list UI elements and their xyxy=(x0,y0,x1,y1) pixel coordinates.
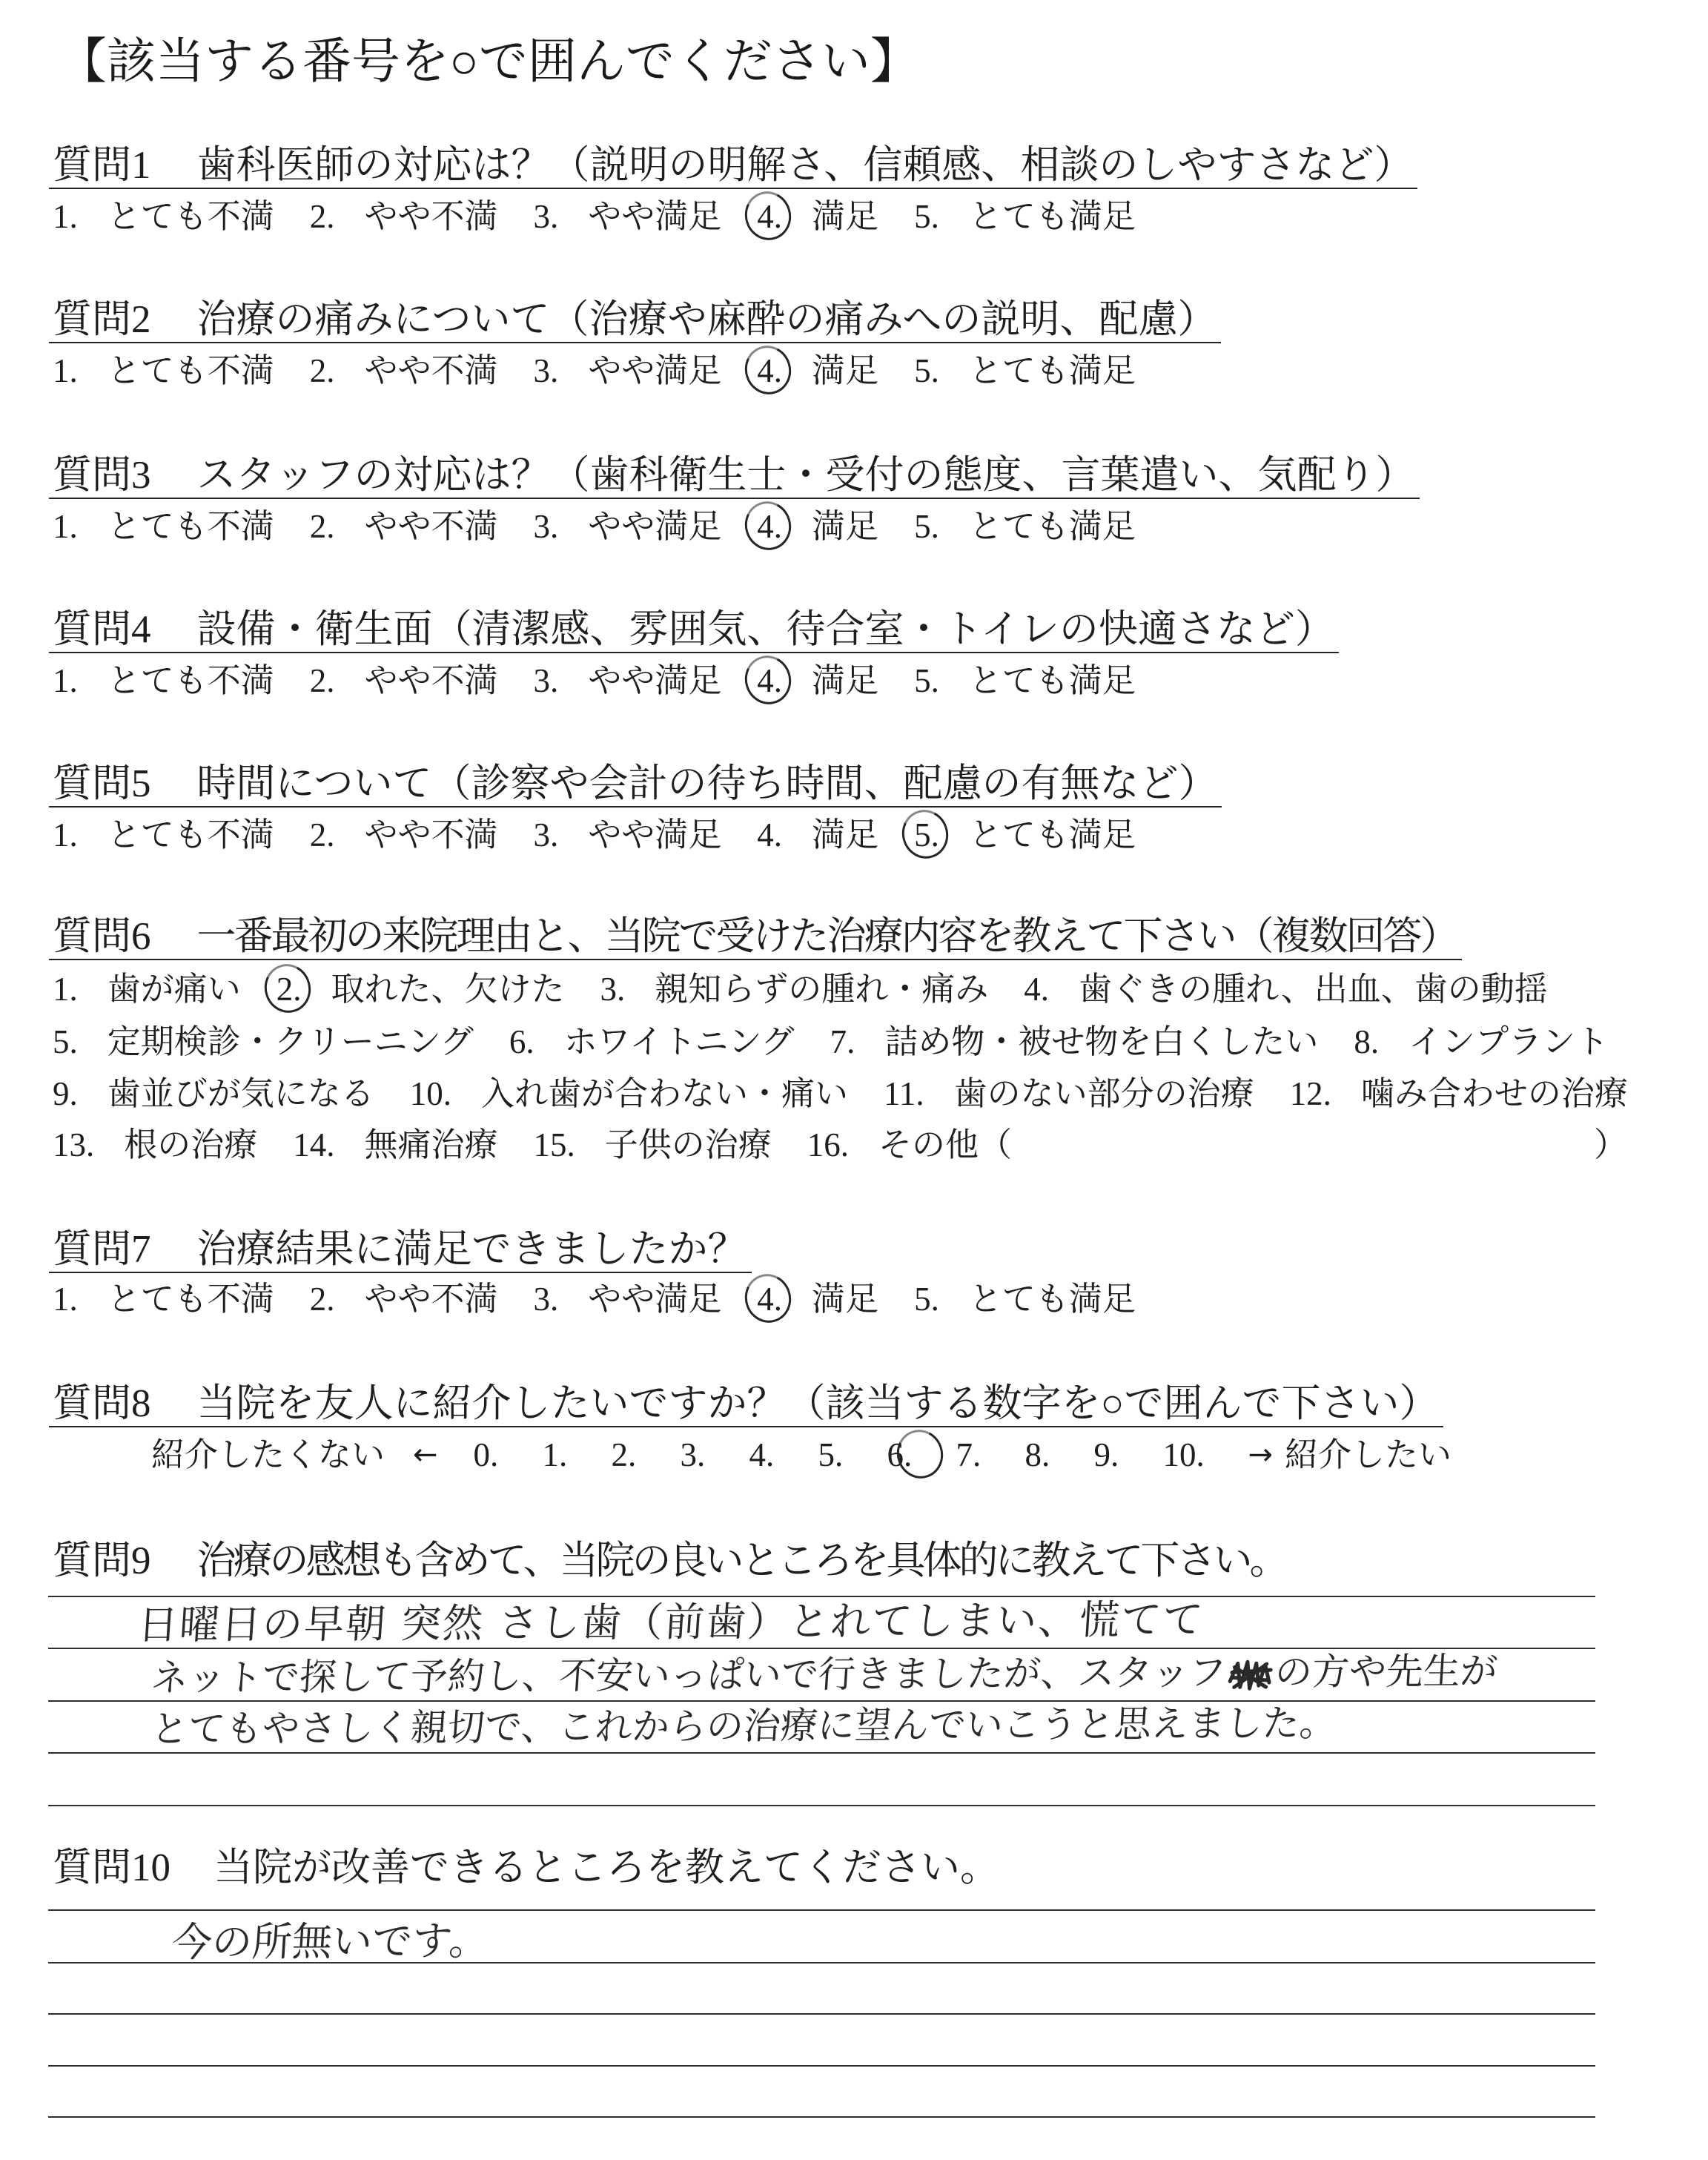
option-item xyxy=(914,508,1136,545)
option-item xyxy=(914,198,1136,235)
option-item xyxy=(310,352,498,389)
answer-rule-line xyxy=(48,1805,1595,1806)
hand-drawn-circle-mark xyxy=(738,650,797,710)
option-label: とても不満 xyxy=(107,352,274,389)
option-item xyxy=(509,1023,795,1060)
option-label: 満足 xyxy=(812,198,879,235)
option-label: 歯のない部分の治療 xyxy=(953,1075,1254,1112)
hand-drawn-circle-mark xyxy=(738,185,797,246)
question-text: 時間について（診察や会計の待ち時間、配慮の有無など） xyxy=(196,762,1218,805)
q6-options-row-1 xyxy=(53,971,1583,1008)
answer-rule-line xyxy=(48,1596,1595,1597)
option-label: やや満足 xyxy=(588,508,722,545)
option-label: 根の治療 xyxy=(124,1126,258,1163)
option-item xyxy=(1354,1023,1609,1060)
q8-heading xyxy=(49,1381,1443,1427)
right-arrow-icon: → xyxy=(1248,1438,1274,1472)
option-item xyxy=(53,352,274,389)
option-number: 1. xyxy=(53,352,78,389)
option-number: 3. xyxy=(533,352,559,389)
option-number: 5. xyxy=(914,1281,939,1318)
option-number: 16. xyxy=(807,1126,850,1163)
option-number: 2. xyxy=(309,198,335,235)
option-number: 10. xyxy=(409,1075,452,1112)
option-number: 3. xyxy=(533,1281,559,1318)
question-number-label: 質問3 xyxy=(53,454,151,497)
answer-rule-line xyxy=(48,1909,1595,1911)
option-label: やや満足 xyxy=(588,816,722,853)
option-item xyxy=(293,1126,497,1163)
option-number: 4. xyxy=(757,508,782,545)
option-number: 1. xyxy=(53,662,78,699)
option-label: 歯ぐきの腫れ、出血、歯の動揺 xyxy=(1079,971,1548,1008)
option-item xyxy=(914,1281,1136,1318)
option-item xyxy=(757,816,878,853)
q8-recommend-scale xyxy=(151,1436,1452,1473)
option-label: 子供の治療 xyxy=(604,1126,772,1163)
option-number: 13. xyxy=(53,1126,95,1163)
option-label: やや不満 xyxy=(364,352,498,389)
option-item xyxy=(914,662,1136,699)
option-number: 4. xyxy=(757,352,782,389)
q1-heading xyxy=(49,143,1417,189)
option-label: とても満足 xyxy=(968,816,1136,853)
question-text: 治療の痛みについて（治療や麻酔の痛みへの説明、配慮） xyxy=(196,298,1217,341)
option-label: やや不満 xyxy=(364,508,498,545)
q9-answer-line-2-start: ネットで探して予約し、不安いっぱいで行きましたが、スタッフ xyxy=(150,1651,1228,1700)
question-text: 設備・衛生面（清潔感、雰囲気、待合室・トイレの快適さなど） xyxy=(196,608,1334,651)
option-label: やや満足 xyxy=(588,662,722,699)
scale-number: 1. xyxy=(542,1436,568,1473)
hand-drawn-circle-mark xyxy=(896,804,954,865)
q3-options xyxy=(53,508,1171,545)
option-number: 3. xyxy=(600,971,626,1008)
option-label: 入れ歯が合わない・痛い xyxy=(481,1075,849,1112)
option-label: 満足 xyxy=(812,352,879,389)
option-label: とても不満 xyxy=(107,1281,274,1318)
option-item xyxy=(534,198,722,235)
q5-heading xyxy=(49,762,1222,807)
scale-number: 4. xyxy=(749,1436,775,1473)
option-number: 1. xyxy=(53,198,78,235)
option-item xyxy=(53,1075,374,1112)
hand-drawn-circle-mark xyxy=(890,1424,949,1484)
answer-rule-line xyxy=(48,2065,1595,2067)
scale-number: 3. xyxy=(680,1436,706,1473)
question-number-label: 質問5 xyxy=(53,762,151,805)
question-text: 当院が改善できるところを教えてください。 xyxy=(214,1846,999,1889)
option-number: 7. xyxy=(830,1023,855,1060)
option-label: とても不満 xyxy=(107,508,274,545)
scale-numbers xyxy=(474,1436,1248,1473)
answer-rule-line xyxy=(48,1752,1595,1754)
scale-number: 10. xyxy=(1162,1436,1205,1473)
option-item xyxy=(310,198,498,235)
question-number-label: 質問2 xyxy=(53,298,151,341)
question-text: スタッフの対応は？（歯科衛生士・受付の態度、言葉遣い、気配り） xyxy=(196,454,1415,497)
option-label: やや不満 xyxy=(364,662,498,699)
option-number: 3. xyxy=(533,662,559,699)
scale-number: 8. xyxy=(1025,1436,1050,1473)
option-item xyxy=(53,971,241,1008)
option-item xyxy=(53,816,274,853)
option-number: 5. xyxy=(914,816,939,853)
option-label: とても満足 xyxy=(968,1281,1136,1318)
question-number-label: 質問1 xyxy=(53,144,151,187)
other-paren-open: （ xyxy=(979,1126,1013,1163)
option-label: やや不満 xyxy=(364,1281,498,1318)
option-number: 1. xyxy=(53,971,78,1008)
option-item xyxy=(277,971,565,1008)
option-number: 4. xyxy=(757,662,782,699)
q3-heading xyxy=(49,453,1420,499)
option-number: 5. xyxy=(914,662,939,699)
option-item xyxy=(310,1281,498,1318)
q6-options-row-2 xyxy=(53,1023,1644,1060)
option-item xyxy=(53,1126,257,1163)
hand-drawn-circle-mark xyxy=(738,495,797,556)
q9-heading xyxy=(49,1539,1290,1583)
option-number: 1. xyxy=(53,1281,78,1318)
option-label: 満足 xyxy=(812,816,879,853)
option-number: 2. xyxy=(309,508,335,545)
answer-rule-line xyxy=(48,2013,1595,2015)
option-item xyxy=(757,198,878,235)
hand-drawn-circle-mark xyxy=(258,958,317,1019)
option-label: 満足 xyxy=(812,662,879,699)
option-item xyxy=(410,1075,848,1112)
option-number: 6. xyxy=(509,1023,534,1060)
question-number-label: 質問10 xyxy=(53,1846,171,1889)
option-number: 2. xyxy=(309,662,335,699)
option-item xyxy=(534,816,722,853)
question-number-label: 質問8 xyxy=(53,1382,151,1425)
option-item xyxy=(310,508,498,545)
question-text: 当院を友人に紹介したいですか？（該当する数字を○で囲んで下さい） xyxy=(196,1382,1439,1425)
option-number: 2. xyxy=(309,1281,335,1318)
option-item xyxy=(914,816,1136,853)
option-item xyxy=(534,1281,722,1318)
option-item xyxy=(310,662,498,699)
option-label: その他 xyxy=(878,1126,979,1163)
question-text: 治療の感想も含めて、当院の良いところを具体的に教えて下さい。 xyxy=(196,1539,1286,1582)
other-paren-close: ） xyxy=(1594,1126,1628,1163)
option-item xyxy=(310,816,498,853)
option-label: 親知らずの腫れ・痛み xyxy=(655,971,989,1008)
q2-heading xyxy=(49,297,1221,343)
option-label: とても満足 xyxy=(968,352,1136,389)
option-label: とても不満 xyxy=(107,662,274,699)
option-label: やや満足 xyxy=(588,198,722,235)
q4-heading xyxy=(49,607,1339,653)
option-number: 8. xyxy=(1354,1023,1380,1060)
option-label: 詰め物・被せ物を白くしたい xyxy=(884,1023,1319,1060)
question-text: 一番最初の来院理由と、当院で受けた治療内容を教えて下さい（複数回答） xyxy=(196,915,1457,958)
option-number: 5. xyxy=(53,1023,78,1060)
q7-options xyxy=(53,1281,1171,1318)
option-item xyxy=(884,1075,1254,1112)
q6-options-row-3 xyxy=(53,1075,1664,1112)
q5-options xyxy=(53,816,1171,853)
option-label: ホワイトニング xyxy=(563,1023,795,1060)
option-number: 4. xyxy=(757,1281,782,1318)
option-label: 噛み合わせの治療 xyxy=(1360,1075,1628,1112)
option-item xyxy=(53,508,274,545)
option-item xyxy=(534,662,722,699)
option-label: やや不満 xyxy=(364,198,498,235)
option-item xyxy=(757,1281,878,1318)
option-item xyxy=(1024,971,1547,1008)
answer-rule-line xyxy=(48,1700,1595,1702)
hand-drawn-circle-mark xyxy=(738,1268,797,1329)
scale-number: 6. xyxy=(887,1436,956,1473)
option-label: とても満足 xyxy=(968,198,1136,235)
option-number: 3. xyxy=(533,198,559,235)
option-number: 5. xyxy=(914,508,939,545)
question-number-label: 質問4 xyxy=(53,608,151,651)
option-label: とても不満 xyxy=(107,198,274,235)
scale-number: 9. xyxy=(1093,1436,1119,1473)
form-instruction-title: 【該当する番号を○で囲んでください】 xyxy=(58,35,919,89)
q10-heading xyxy=(49,1846,1004,1890)
question-number-label: 質問7 xyxy=(53,1228,151,1271)
scale-number: 7. xyxy=(956,1436,982,1473)
option-number: 11. xyxy=(884,1075,924,1112)
option-item xyxy=(53,1023,474,1060)
q2-options xyxy=(53,352,1171,389)
option-item xyxy=(534,352,722,389)
q1-options xyxy=(53,198,1171,235)
option-number: 5. xyxy=(914,198,939,235)
option-number: 3. xyxy=(533,816,559,853)
answer-rule-line xyxy=(48,2116,1595,2118)
option-number: 4. xyxy=(757,816,783,853)
option-label: 満足 xyxy=(812,508,879,545)
option-label: 定期検診・クリーニング xyxy=(107,1023,474,1060)
scale-high-label: 紹介したい xyxy=(1285,1436,1452,1473)
left-arrow-icon: ← xyxy=(413,1438,438,1472)
option-item xyxy=(807,1126,1012,1163)
option-number: 1. xyxy=(53,816,78,853)
option-label: 歯並びが気になる xyxy=(107,1075,374,1112)
option-label: とても満足 xyxy=(968,662,1136,699)
q9-handwritten-answer-line-2 xyxy=(150,1648,1499,1700)
option-item xyxy=(914,352,1136,389)
q4-options xyxy=(53,662,1171,699)
option-number: 12. xyxy=(1289,1075,1331,1112)
option-item xyxy=(534,508,722,545)
question-number-label: 質問9 xyxy=(53,1539,151,1582)
q9-handwritten-answer-line-3: とてもやさしく親切で、これからの治療に望んでいこうと思えました。 xyxy=(150,1701,1338,1751)
option-number: 1. xyxy=(53,508,78,545)
option-item xyxy=(757,662,878,699)
option-label: 満足 xyxy=(812,1281,879,1318)
question-text: 治療結果に満足できましたか？ xyxy=(196,1228,747,1271)
option-item xyxy=(53,198,274,235)
crossed-out-scribble xyxy=(1226,1657,1274,1693)
option-number: 3. xyxy=(533,508,559,545)
scale-number: 0. xyxy=(473,1436,499,1473)
option-number: 15. xyxy=(533,1126,575,1163)
option-label: インプラント xyxy=(1409,1023,1609,1060)
option-number: 4. xyxy=(1024,971,1050,1008)
q6-options-row-4 xyxy=(53,1126,1684,1163)
q9-answer-line-2-end: の方や先生が xyxy=(1274,1649,1499,1694)
option-label: 無痛治療 xyxy=(364,1126,498,1163)
q9-handwritten-answer-line-1: 日曜日の早朝 突然 さし歯（前歯）とれてしまい、慌てて xyxy=(136,1596,1206,1649)
option-item xyxy=(53,662,274,699)
option-number: 2. xyxy=(277,971,302,1008)
option-label: とても満足 xyxy=(968,508,1136,545)
scale-low-label: 紹介したくない xyxy=(151,1436,385,1473)
scale-number: 2. xyxy=(611,1436,637,1473)
option-item xyxy=(830,1023,1319,1060)
option-number: 5. xyxy=(914,352,939,389)
q7-heading xyxy=(49,1227,752,1273)
option-item xyxy=(53,1281,274,1318)
option-label: 取れた、欠けた xyxy=(331,971,565,1008)
option-label: 歯が痛い xyxy=(107,971,241,1008)
option-number: 2. xyxy=(309,352,335,389)
option-label: やや満足 xyxy=(588,1281,722,1318)
question-number-label: 質問6 xyxy=(53,915,151,958)
scale-number: 5. xyxy=(818,1436,844,1473)
option-item xyxy=(1290,1075,1628,1112)
option-number: 9. xyxy=(53,1075,78,1112)
option-label: とても不満 xyxy=(107,816,274,853)
option-item xyxy=(757,508,878,545)
option-item xyxy=(534,1126,772,1163)
option-label: やや不満 xyxy=(364,816,498,853)
option-label: やや満足 xyxy=(588,352,722,389)
hand-drawn-circle-mark xyxy=(738,340,797,400)
option-number: 14. xyxy=(293,1126,335,1163)
q10-handwritten-answer: 今の所無いです。 xyxy=(170,1917,491,1966)
option-item xyxy=(757,352,878,389)
option-number: 2. xyxy=(309,816,335,853)
q6-heading xyxy=(49,914,1462,960)
option-item xyxy=(600,971,989,1008)
option-number: 4. xyxy=(757,198,782,235)
question-text: 歯科医師の対応は？（説明の明解さ、信頼感、相談のしやすさなど） xyxy=(196,144,1414,187)
